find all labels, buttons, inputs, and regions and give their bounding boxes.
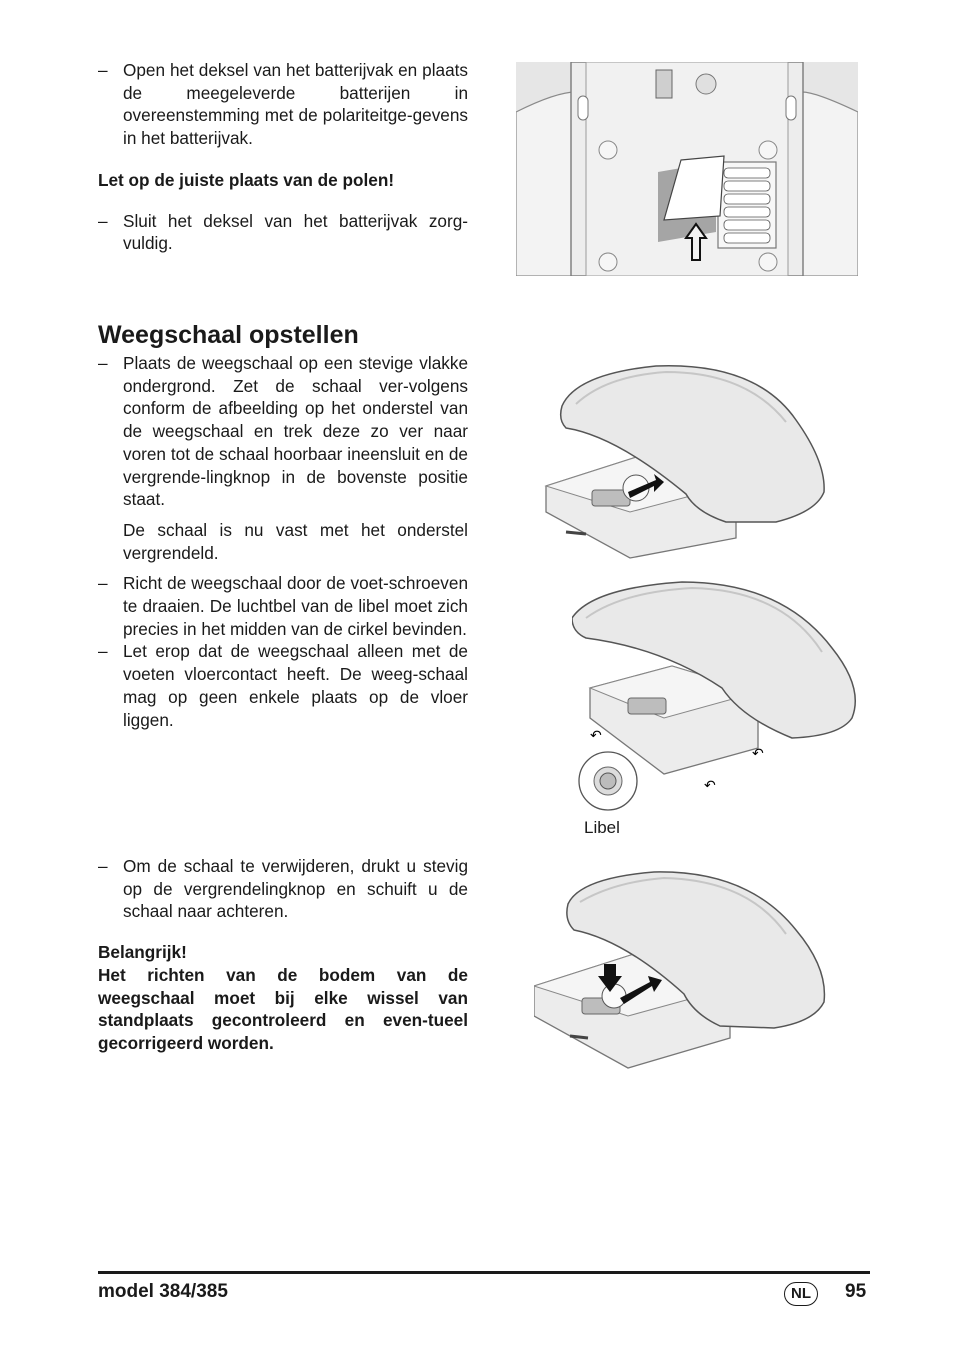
polarity-warning: Let op de juiste plaats van de polen!	[98, 169, 395, 190]
important-text: Het richten van de bodem van de weegschaal moet bij elke wissel van standplaats gecontroleerd en even-tueel gecorrigeerd worden.	[98, 964, 468, 1053]
instruction-place-scale: – Plaats de weegschaal op een stevige vlakke ondergrond. Zet de schaal ver-volgens conform de afbeelding op het onderstel van de weegschaal en trek deze zo ver naar voren tot de schaal hoorbaar ineensluit en de vergrende-lingknop in de bovenste positie staat.	[98, 352, 468, 511]
instruction-close-battery: – Sluit het deksel van het batterijvak zorg-vuldig.	[98, 210, 468, 255]
footer-rule	[98, 1271, 870, 1274]
important-title: Belangrijk!	[98, 942, 187, 963]
section-heading: Weegschaal opstellen	[98, 321, 359, 349]
battery-compartment-figure	[516, 62, 858, 276]
setup-instructions	[98, 320, 468, 731]
page-number: 95	[845, 1281, 867, 1302]
instruction-locked-note: De schaal is nu vast met het onderstel vergrendeld.	[123, 519, 468, 563]
scale-leveling-figure	[572, 578, 864, 814]
instruction-remove-scale: – Om de schaal te verwijderen, drukt u stevig op de vergrendelingknop en schuift u de schaal naar achteren.	[98, 855, 468, 923]
instruction-feet-contact: – Let erop dat de weegschaal alleen met de voeten vloercontact heeft. De weeg-schaal mag op geen enkele plaats op de vloer liggen.	[98, 640, 468, 731]
removal-instructions	[98, 855, 468, 1055]
battery-instructions	[98, 59, 468, 255]
footer-model: model 384/385	[98, 1281, 228, 1302]
instruction-open-battery: – Open het deksel van het batterijvak en plaats de meegeleverde batterijen in overeenstemming met de polariteitge-gevens in het batterijvak.	[98, 59, 468, 150]
scale-removal-figure	[534, 868, 832, 1074]
level-caption: Libel	[584, 818, 620, 837]
instruction-level-scale: – Richt de weegschaal door de voet-schroeven te draaien. De luchtbel van de libel moet zich precies in het midden van de cirkel bevinden.	[98, 572, 468, 640]
svg-text:↶: ↶	[590, 728, 602, 744]
svg-text:↶: ↶	[752, 746, 764, 762]
language-badge: NL	[784, 1282, 818, 1306]
svg-text:↶: ↶	[704, 778, 716, 794]
scale-assembly-figure	[536, 362, 832, 568]
